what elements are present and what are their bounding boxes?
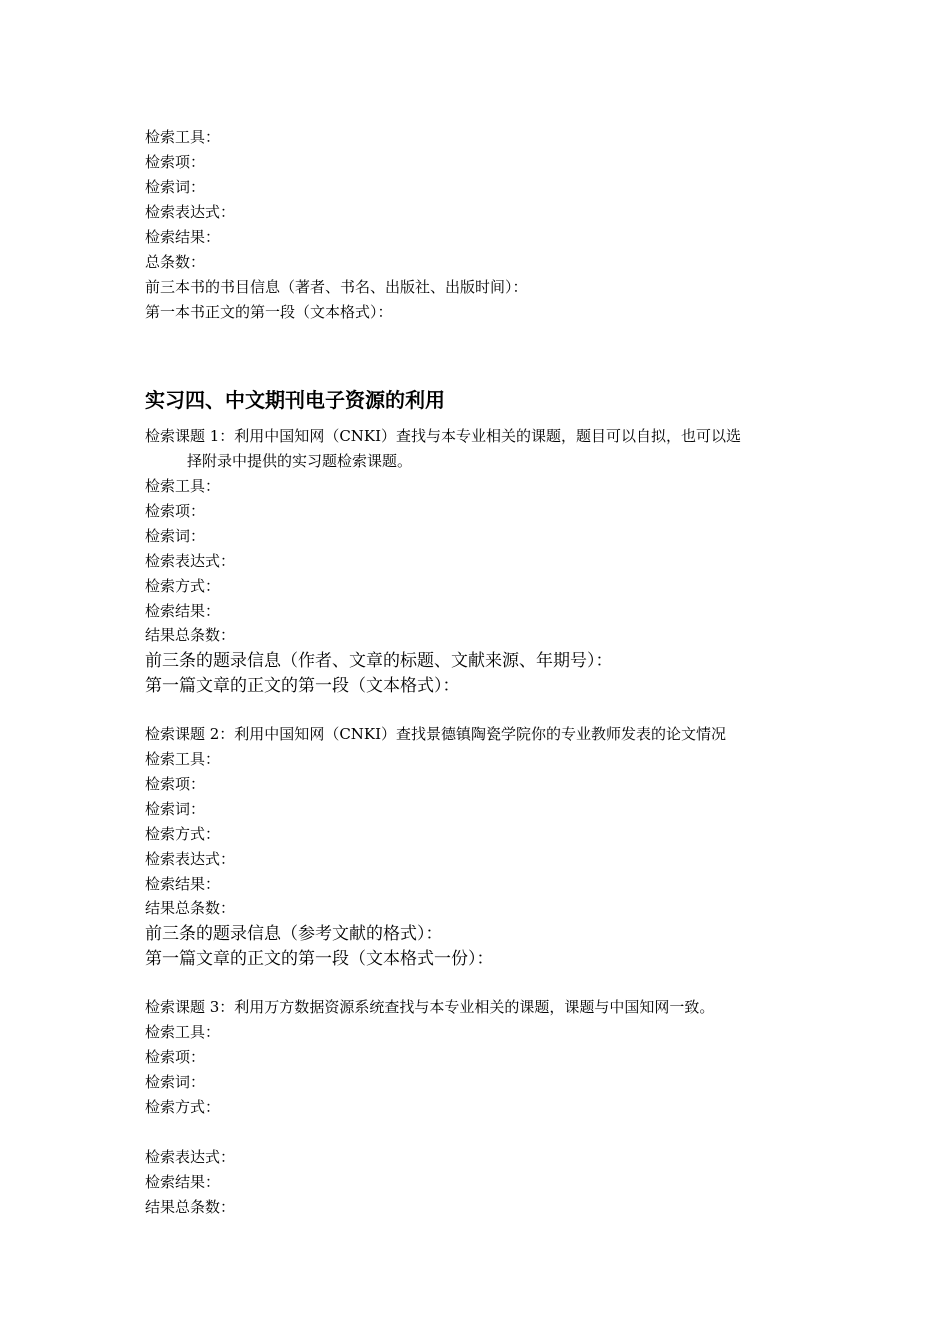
task1-search-item: 检索项： [145,502,206,520]
field-search-term: 检索词： [145,178,206,196]
task2-title: 检索课题 2：利用中国知网（CNKI）查找景德镇陶瓷学院你的专业教师发表的论文情况 [145,725,727,743]
task3-title: 检索课题 3：利用万方数据资源系统查找与本专业相关的课题，课题与中国知网一致。 [145,998,715,1016]
task2-search-tool: 检索工具： [145,750,221,768]
field-search-tool: 检索工具： [145,128,221,146]
task1-search-tool: 检索工具： [145,477,221,495]
task3-total-count: 结果总条数： [145,1198,236,1216]
task3-search-method: 检索方式： [145,1098,221,1116]
task3-search-tool: 检索工具： [145,1023,221,1041]
task2-first-article-paragraph: 第一篇文章的正文的第一段（文本格式一份）： [145,949,494,969]
task2-search-method: 检索方式： [145,825,221,843]
task2-search-term: 检索词： [145,800,206,818]
task2-total-count: 结果总条数： [145,899,236,917]
task2-search-expression: 检索表达式： [145,850,236,868]
field-search-item: 检索项： [145,153,206,171]
task2-search-item: 检索项： [145,775,206,793]
task3-search-expression: 检索表达式： [145,1148,236,1166]
task1-top-three-records: 前三条的题录信息（作者、文章的标题、文献来源、年期号）： [145,651,613,671]
task2-top-three-records: 前三条的题录信息（参考文献的格式）： [145,924,443,944]
task3-search-term: 检索词： [145,1073,206,1091]
task1-search-term: 检索词： [145,527,206,545]
section-heading: 实习四、中文期刊电子资源的利用 [145,388,445,412]
field-first-book-paragraph: 第一本书正文的第一段（文本格式）： [145,303,393,321]
task1-first-article-paragraph: 第一篇文章的正文的第一段（文本格式）： [145,676,460,696]
field-top-three-books: 前三本书的书目信息（著者、书名、出版社、出版时间）： [145,278,528,296]
task1-title-continued: 择附录中提供的实习题检索课题。 [187,452,413,470]
task1-search-method: 检索方式： [145,577,221,595]
task1-total-count: 结果总条数： [145,626,236,644]
task1-search-expression: 检索表达式： [145,552,236,570]
field-total-count: 总条数： [145,253,206,271]
field-search-result: 检索结果： [145,228,221,246]
task1-search-result: 检索结果： [145,602,221,620]
task2-search-result: 检索结果： [145,875,221,893]
task3-search-item: 检索项： [145,1048,206,1066]
field-search-expression: 检索表达式： [145,203,236,221]
task3-search-result: 检索结果： [145,1173,221,1191]
task1-title: 检索课题 1：利用中国知网（CNKI）查找与本专业相关的课题，题目可以自拟，也可以选 [145,427,742,445]
